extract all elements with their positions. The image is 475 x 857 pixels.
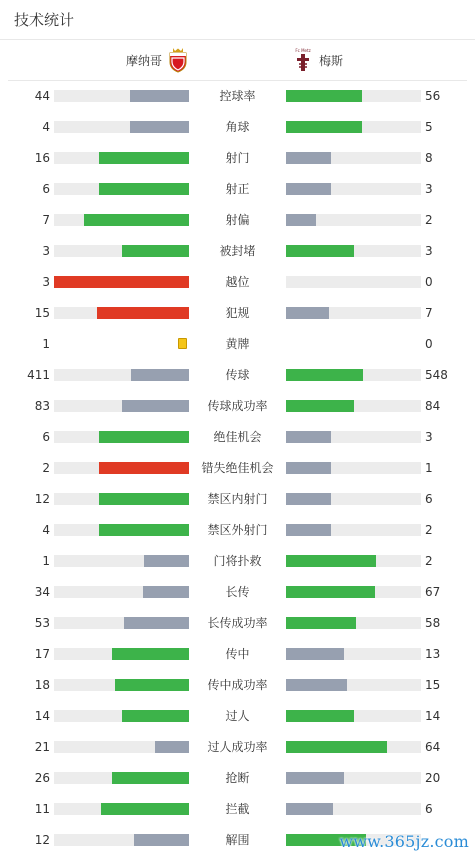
away-value: 3 [425,182,433,196]
away-bar-track [286,462,421,474]
away-value: 15 [425,678,441,692]
away-bar-track [286,648,421,660]
home-bar-track [54,276,189,288]
home-bar-track [54,431,189,443]
stat-row [0,794,475,825]
home-bar-track [54,90,189,102]
home-value: 6 [42,182,50,196]
stat-row [0,236,475,267]
away-bar-fill [286,772,344,784]
home-bar-fill [130,90,189,102]
away-value: 58 [425,616,441,630]
away-bar-fill [286,617,356,629]
away-bar-track [286,493,421,505]
away-bar-track [286,245,421,257]
home-bar-fill [143,586,189,598]
home-value: 1 [42,337,50,351]
home-bar-track [54,772,189,784]
stat-row [0,267,475,298]
away-bar-fill [286,121,362,133]
home-value: 11 [34,802,50,816]
stat-row [0,670,475,701]
stat-row [0,205,475,236]
home-bar-fill [124,617,189,629]
home-bar-track [54,245,189,257]
stat-row [0,81,475,112]
stat-label: 越位 [225,275,250,289]
away-value: 0 [425,275,433,289]
away-team[interactable] [293,40,343,80]
away-bar-fill [286,586,375,598]
metz-logo-text: Fc Metz [295,48,311,53]
away-value: 6 [425,492,433,506]
stat-row [0,422,475,453]
home-bar-fill [112,648,189,660]
stat-label: 长传 [225,585,250,599]
stat-label: 传球 [225,368,250,382]
home-team[interactable] [126,40,188,80]
away-bar-fill [286,524,331,536]
away-value: 8 [425,151,433,165]
stat-row [0,546,475,577]
stat-label: 禁区内射门 [207,492,268,506]
home-bar-track [54,214,189,226]
home-value: 83 [34,399,50,413]
stat-label: 绝佳机会 [213,430,262,444]
away-bar-track [286,214,421,226]
home-value: 3 [42,244,50,258]
home-bar-track [54,369,189,381]
stat-row [0,112,475,143]
home-value: 2 [42,461,50,475]
away-bar-track [286,710,421,722]
stat-row [0,360,475,391]
away-value: 56 [425,89,441,103]
away-bar-fill [286,555,376,567]
yellow-card-icon [178,338,187,349]
stat-label: 错失绝佳机会 [201,461,274,475]
home-value: 6 [42,430,50,444]
home-bar-fill [99,524,189,536]
away-bar-fill [286,400,354,412]
away-value: 3 [425,244,433,258]
away-bar-track [286,369,421,381]
stat-row [0,391,475,422]
away-value: 5 [425,120,433,134]
home-value: 21 [34,740,50,754]
watermark: www.365jz.com [339,832,469,851]
away-value: 64 [425,740,441,754]
away-bar-track [286,524,421,536]
home-bar-track [54,524,189,536]
stat-label: 黄牌 [225,337,250,351]
stat-row [0,577,475,608]
stat-row [0,329,475,360]
stat-label: 射偏 [225,213,250,227]
away-bar-fill [286,462,331,474]
stat-label: 传中 [225,647,250,661]
home-bar-track [54,152,189,164]
home-bar-track [54,555,189,567]
away-value: 13 [425,647,441,661]
away-value: 548 [425,368,448,382]
home-bar-track [54,307,189,319]
away-bar-fill [286,183,331,195]
stat-label: 传球成功率 [207,399,268,413]
home-value: 14 [34,709,50,723]
away-bar-fill [286,431,331,443]
stat-label: 被封堵 [219,244,256,258]
away-bar-track [286,617,421,629]
home-bar-track [54,741,189,753]
stat-row [0,515,475,546]
away-bar-track [286,307,421,319]
stats-list [0,81,475,856]
home-bar-track [54,493,189,505]
away-value: 2 [425,523,433,537]
away-bar-track [286,152,421,164]
stat-row [0,763,475,794]
away-bar-track [286,400,421,412]
home-value: 12 [34,492,50,506]
home-bar-track [54,648,189,660]
home-bar-fill [99,152,189,164]
away-bar-fill [286,493,331,505]
home-bar-fill [131,369,189,381]
away-bar-fill [286,307,329,319]
stat-label: 解围 [225,833,250,847]
home-bar-fill [115,679,189,691]
stat-label: 传中成功率 [207,678,268,692]
home-value: 3 [42,275,50,289]
home-bar-track [54,462,189,474]
home-bar-fill [54,276,189,288]
home-value: 15 [34,306,50,320]
home-bar-fill [84,214,189,226]
home-value: 34 [34,585,50,599]
stat-label: 控球率 [219,89,256,103]
stat-row [0,174,475,205]
away-bar-track [286,431,421,443]
away-value: 20 [425,771,441,785]
home-bar-fill [99,462,189,474]
stat-label: 禁区外射门 [207,523,268,537]
stat-label: 长传成功率 [207,616,268,630]
away-value: 14 [425,709,441,723]
home-bar-track [54,803,189,815]
away-bar-track [286,121,421,133]
home-value: 7 [42,213,50,227]
away-value: 0 [425,337,433,351]
stat-label: 射门 [225,151,250,165]
away-bar-fill [286,741,387,753]
home-bar-fill [99,431,189,443]
home-bar-track [54,183,189,195]
home-value: 53 [34,616,50,630]
monaco-crest-icon [168,47,188,73]
stat-row [0,453,475,484]
home-bar-fill [122,400,190,412]
stat-label: 门将扑救 [213,554,262,568]
away-bar-fill [286,803,333,815]
away-value: 84 [425,399,441,413]
home-value: 4 [42,120,50,134]
home-bar-fill [130,121,189,133]
stat-label: 过人成功率 [207,740,268,754]
home-value: 16 [34,151,50,165]
home-value: 17 [34,647,50,661]
away-team-name: 梅斯 [319,53,344,68]
away-bar-fill [286,679,347,691]
home-bar-fill [144,555,189,567]
home-bar-fill [97,307,189,319]
away-bar-fill [286,710,354,722]
away-bar-track [286,586,421,598]
away-bar-track [286,772,421,784]
stat-label: 抢断 [225,771,250,785]
away-bar-fill [286,152,331,164]
away-value: 1 [425,461,433,475]
away-bar-fill [286,369,363,381]
stat-label: 犯规 [225,306,250,320]
home-team-name: 摩纳哥 [126,53,163,68]
stat-row [0,608,475,639]
away-bar-track [286,803,421,815]
away-bar-track [286,741,421,753]
stat-row [0,732,475,763]
stat-label: 拦截 [225,802,250,816]
stat-row [0,298,475,329]
home-bar-track [54,121,189,133]
header-title: 技术统计 [14,11,75,29]
home-bar-fill [155,741,189,753]
home-value: 44 [34,89,50,103]
home-bar-fill [122,245,190,257]
home-bar-fill [112,772,189,784]
away-bar-fill [286,245,354,257]
home-bar-fill [99,493,189,505]
away-bar-track [286,679,421,691]
away-value: 7 [425,306,433,320]
away-bar-fill [286,648,344,660]
home-value: 26 [34,771,50,785]
home-value: 1 [42,554,50,568]
away-bar-fill [286,90,362,102]
stat-label: 角球 [225,120,250,134]
metz-crest-icon [293,47,313,73]
home-bar-fill [134,834,189,846]
home-bar-fill [101,803,189,815]
home-value: 411 [27,368,50,382]
home-bar-track [54,679,189,691]
stats-header [0,0,475,40]
home-bar-track [54,834,189,846]
away-value: 6 [425,802,433,816]
stat-row [0,143,475,174]
home-bar-track [54,617,189,629]
away-bar-track [286,276,421,288]
away-bar-track [286,555,421,567]
home-value: 4 [42,523,50,537]
stat-label: 过人 [225,709,250,723]
away-bar-track [286,183,421,195]
stat-label: 射正 [225,182,250,196]
home-bar-fill [99,183,189,195]
away-value: 2 [425,554,433,568]
away-bar-fill [286,214,316,226]
away-bar-track [286,90,421,102]
home-bar-track [54,586,189,598]
away-value: 67 [425,585,441,599]
home-bar-fill [122,710,190,722]
stat-row [0,639,475,670]
home-value: 12 [34,833,50,847]
away-value: 3 [425,430,433,444]
teams-row [8,40,467,81]
stat-row [0,484,475,515]
stat-row [0,701,475,732]
home-bar-track [54,400,189,412]
away-value: 2 [425,213,433,227]
home-bar-track [54,710,189,722]
home-value: 18 [34,678,50,692]
